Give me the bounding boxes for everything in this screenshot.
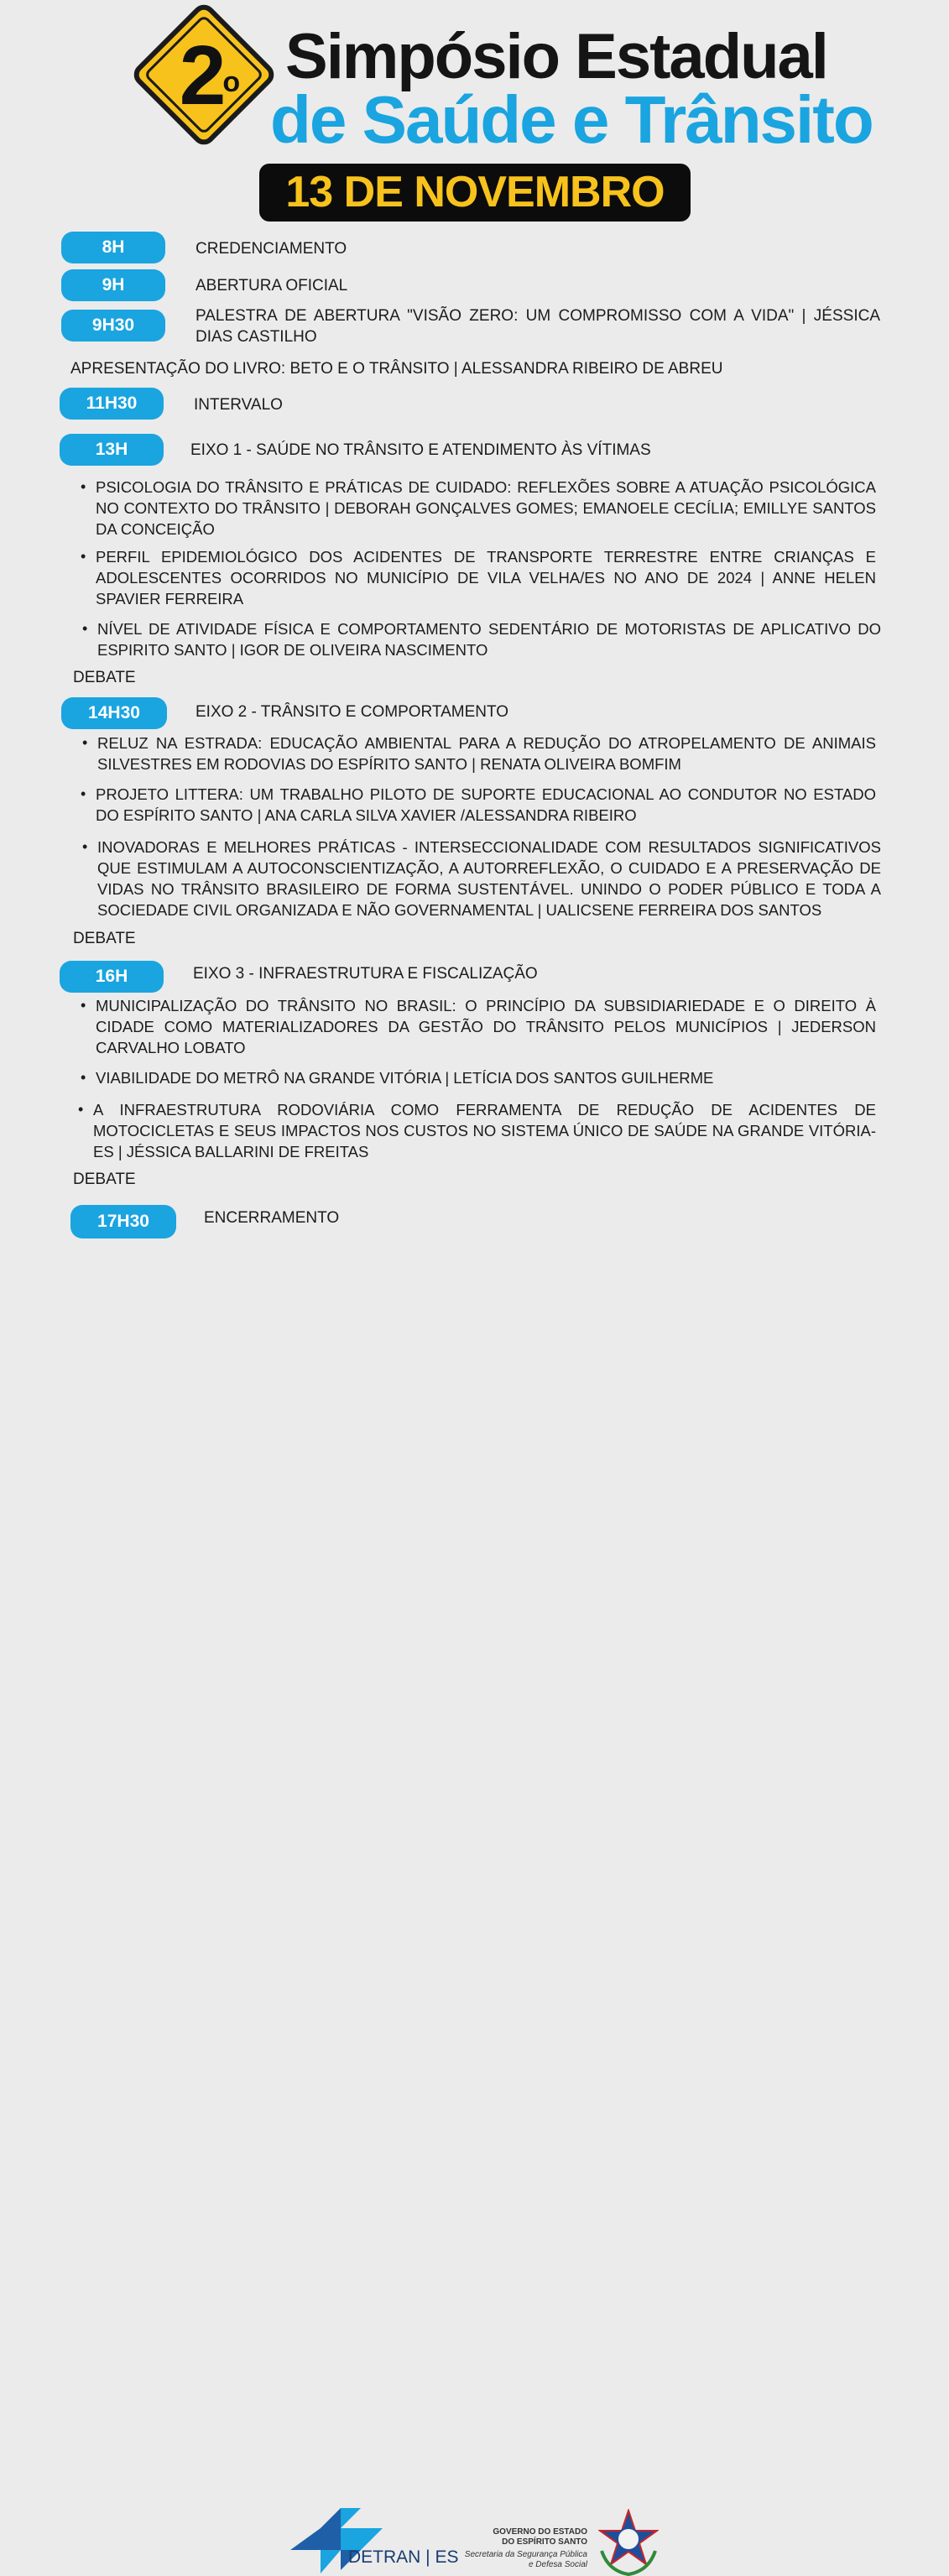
axis-3-title: EIXO 3 - INFRAESTRUTURA E FISCALIZAÇÃO (193, 965, 538, 983)
time-pill-16h: 16H (60, 961, 164, 993)
time-pill-9h: 9H (61, 269, 165, 301)
debate-label: DEBATE (73, 930, 136, 947)
edition-number: 2$^o$ (179, 29, 241, 123)
slot-label-17h30: ENCERRAMENTO (204, 1209, 340, 1227)
title-line-1: Simpósio Estadual (285, 21, 827, 92)
list-item: • INOVADORAS E MELHORES PRÁTICAS - INTERSECCIONALIDADE COM RESULTADOS SIGNIFICATIVOS QUE ESTIMULAM A AUTOCONSCIENTIZAÇÃO, A AUTORREFLEXÃO, O CUIDADO E A PRESERVAÇÃO DE VIDAS NO TRÂNSITO BRASILEIRO DE FORMA SUSTENTÁVEL. UNINDO O PODER PÚBLICO E TODA A SOCIEDADE CIVIL ORGANIZADA E NÃO GOVERNAMENTAL | UALICSENE FERREIRA DOS SANTOS (82, 837, 881, 920)
list-item: • A INFRAESTRUTURA RODOVIÁRIA COMO FERRAMENTA DE REDUÇÃO DE ACIDENTES DE MOTOCICLETAS E SEUS IMPACTOS NOS CUSTOS NO SISTEMA ÚNICO DE SAÚDE NA GRANDE VITÓRIA-ES | JÉSSICA BALLARINI DE FREITAS (78, 1099, 876, 1162)
list-item: • PERFIL EPIDEMIOLÓGICO DOS ACIDENTES DE TRANSPORTE TERRESTRE ENTRE CRIANÇAS E ADOLESCENTES OCORRIDOS NO MUNICÍPIO DE VILA VELHA/ES NO ANO DE 2024 | ANNE HELEN SPAVIER FERREIRA (81, 546, 876, 609)
time-pill-8h: 8H (61, 232, 165, 263)
footer (0, 1250, 949, 2569)
time-pill-13h: 13H (60, 434, 164, 466)
title-line-2: de Saúde e Trânsito (270, 82, 873, 157)
slot-label-11h30: INTERVALO (194, 396, 283, 414)
list-item: • PROJETO LITTERA: UM TRABALHO PILOTO DE SUPORTE EDUCACIONAL AO CONDUTOR NO ESTADO DO ESPÍRITO SANTO | ANA CARLA SILVA XAVIER /ALESSANDRA RIBEIRO (81, 784, 876, 826)
time-pill-14h30: 14H30 (61, 697, 167, 729)
header (0, 0, 949, 227)
debate-label: DEBATE (73, 669, 136, 686)
state-coat-of-arms-icon (598, 2509, 659, 2576)
debate-label: DEBATE (73, 1171, 136, 1188)
book-presentation: APRESENTAÇÃO DO LIVRO: BETO E O TRÂNSITO | ALESSANDRA RIBEIRO DE ABREU (70, 360, 723, 378)
time-pill-9h30: 9H30 (61, 310, 165, 342)
gov-subtitle: Secretaria da Segurança Pública e Defesa Social (464, 2550, 587, 2569)
time-pill-11h30: 11H30 (60, 388, 164, 420)
list-item: • VIABILIDADE DO METRÔ NA GRANDE VITÓRIA | LETÍCIA DOS SANTOS GUILHERME (81, 1067, 876, 1088)
detran-logo-text: DETRAN | ES (348, 2547, 459, 2567)
list-item: • NÍVEL DE ATIVIDADE FÍSICA E COMPORTAMENTO SEDENTÁRIO DE MOTORISTAS DE APLICATIVO DO ESPIRITO SANTO | IGOR DE OLIVEIRA NASCIMENTO (82, 618, 881, 660)
axis-1-title: EIXO 1 - SAÚDE NO TRÂNSITO E ATENDIMENTO ÀS VÍTIMAS (190, 441, 651, 459)
list-item: • RELUZ NA ESTRADA: EDUCAÇÃO AMBIENTAL PARA A REDUÇÃO DO ATROPELAMENTO DE ANIMAIS SILVESTRES EM RODOVIAS DO ESPÍRITO SANTO | RENATA OLIVEIRA BOMFIM (82, 733, 876, 774)
axis-2-title: EIXO 2 - TRÂNSITO E COMPORTAMENTO (196, 703, 509, 721)
list-item: • PSICOLOGIA DO TRÂNSITO E PRÁTICAS DE CUIDADO: REFLEXÕES SOBRE A ATUAÇÃO PSICOLÓGICA NO CONTEXTO DO TRÂNSITO | DEBORAH GONÇALVES GOMES; EMANOELE CECÍLIA; EMILLYE SANTOS DA CONCEIÇÃO (81, 477, 876, 540)
slot-label-8h: CREDENCIAMENTO (196, 240, 347, 258)
slot-label-9h30: PALESTRA DE ABERTURA "VISÃO ZERO: UM COMPROMISSO COM A VIDA" | JÉSSICA DIAS CASTILHO (196, 307, 880, 346)
list-item: • MUNICIPALIZAÇÃO DO TRÂNSITO NO BRASIL: O PRINCÍPIO DA SUBSIDIARIEDADE E O DIREITO À CIDADE COMO MATERIALIZADORES DA GESTÃO DO TRÂNSITO PELOS MUNICÍPIOS | JEDERSON CARVALHO LOBATO (81, 995, 876, 1058)
gov-title: GOVERNO DO ESTADO DO ESPÍRITO SANTO (493, 2527, 587, 2547)
date-banner: 13 DE NOVEMBRO (259, 164, 691, 222)
time-pill-17h30: 17H30 (70, 1205, 176, 1238)
slot-label-9h: ABERTURA OFICIAL (196, 277, 348, 295)
